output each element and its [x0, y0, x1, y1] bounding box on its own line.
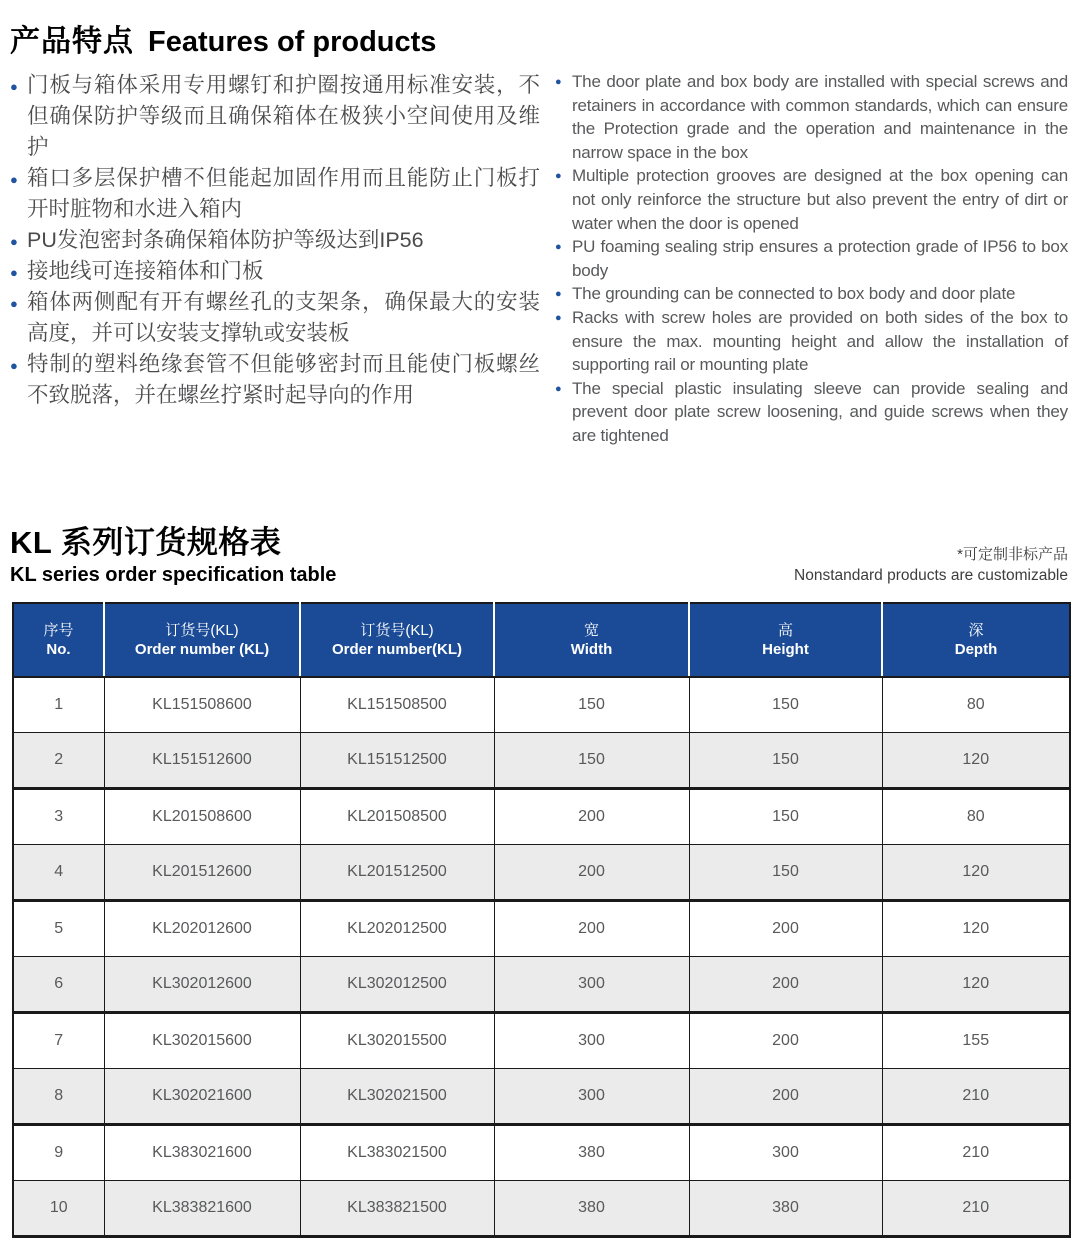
- cell-order2: KL302021500: [300, 1068, 494, 1124]
- table-row: [13, 900, 1070, 956]
- feature-text: Multiple protection grooves are designed at the box opening can not only reinforce the structure but also prevent the entry of dirt or water when the door is opened: [572, 166, 1068, 233]
- feature-text: 门板与箱体采用专用螺钉和护圈按通用标准安装，不但确保防护等级而且确保箱体在极狭小空间使用及维护: [27, 73, 540, 159]
- cell-height: 200: [689, 1012, 882, 1068]
- col-header-en: Order number(KL): [331, 640, 462, 658]
- features-title-en: Features of products: [148, 26, 437, 58]
- spec-note-en: Nonstandard products are customizable: [794, 566, 1068, 584]
- col-header-en: No.: [46, 640, 71, 658]
- col-header-order2: [300, 603, 494, 677]
- table-row: [13, 956, 1070, 1012]
- table-row: [13, 732, 1070, 788]
- feature-text: 特制的塑料绝缘套管不但能够密封而且能使门板螺丝不致脱落，并在螺丝拧紧时起导向的作用: [27, 352, 540, 407]
- cell-width: 300: [494, 1068, 689, 1124]
- cell-order1: KL202012600: [104, 900, 300, 956]
- table-row: [13, 1180, 1070, 1236]
- cell-no: 8: [13, 1068, 104, 1124]
- table-row: [13, 1124, 1070, 1180]
- col-header-width: [494, 603, 689, 677]
- cell-width: 150: [494, 732, 689, 788]
- col-header-zh: 深: [968, 621, 984, 639]
- spec-table: [12, 602, 1071, 1238]
- feature-item-en: [555, 306, 1068, 377]
- cell-order2: KL202012500: [300, 900, 494, 956]
- feature-text: 箱口多层保护槽不但能起加固作用而且能防止门板打开时脏物和水进入箱内: [27, 166, 540, 221]
- cell-height: 200: [689, 900, 882, 956]
- cell-order1: KL151512600: [104, 732, 300, 788]
- feature-item-zh: [10, 256, 540, 287]
- cell-no: 4: [13, 844, 104, 900]
- cell-height: 150: [689, 732, 882, 788]
- cell-order1: KL302015600: [104, 1012, 300, 1068]
- cell-order2: KL151512500: [300, 732, 494, 788]
- bullet-icon: [555, 283, 561, 307]
- feature-text: PU发泡密封条确保箱体防护等级达到IP56: [27, 228, 424, 252]
- col-header-depth: [882, 603, 1070, 677]
- cell-depth: 210: [882, 1068, 1070, 1124]
- feature-item-zh: [10, 225, 540, 256]
- table-row: [13, 677, 1070, 733]
- cell-order1: KL151508600: [104, 677, 300, 733]
- feature-item-en: [555, 70, 1068, 164]
- cell-height: 380: [689, 1180, 882, 1236]
- cell-order1: KL383821600: [104, 1180, 300, 1236]
- cell-no: 9: [13, 1124, 104, 1180]
- cell-order2: KL302015500: [300, 1012, 494, 1068]
- cell-height: 150: [689, 677, 882, 733]
- cell-depth: 120: [882, 900, 1070, 956]
- spec-header: [10, 524, 1068, 588]
- features-list-zh: [10, 70, 540, 448]
- cell-order1: KL302012600: [104, 956, 300, 1012]
- feature-text: 接地线可连接箱体和门板: [27, 259, 264, 283]
- cell-order2: KL201512500: [300, 844, 494, 900]
- col-header-order1: [104, 603, 300, 677]
- cell-depth: 80: [882, 788, 1070, 844]
- feature-item-en: [555, 235, 1068, 282]
- cell-no: 6: [13, 956, 104, 1012]
- cell-order1: KL383021600: [104, 1124, 300, 1180]
- cell-no: 10: [13, 1180, 104, 1236]
- cell-depth: 120: [882, 732, 1070, 788]
- features-title-zh: 产品特点: [10, 25, 134, 58]
- cell-height: 200: [689, 956, 882, 1012]
- cell-width: 380: [494, 1180, 689, 1236]
- cell-height: 200: [689, 1068, 882, 1124]
- cell-order2: KL302012500: [300, 956, 494, 1012]
- cell-height: 150: [689, 788, 882, 844]
- bullet-icon: [555, 236, 561, 260]
- feature-text: The door plate and box body are installed with special screws and retainers in accordance with common standards, which can ensure the Protection grade and the operation and maintenance in the narrow space in the box: [572, 72, 1068, 162]
- feature-item-en: [555, 282, 1068, 306]
- col-header-zh: 订货号(KL): [165, 621, 239, 639]
- feature-item-zh: [10, 349, 540, 411]
- cell-order2: KL383021500: [300, 1124, 494, 1180]
- table-row: [13, 788, 1070, 844]
- spec-title-en: KL series order specification table: [10, 563, 337, 586]
- cell-width: 380: [494, 1124, 689, 1180]
- features-columns: [10, 70, 1068, 448]
- cell-width: 200: [494, 900, 689, 956]
- feature-text: Racks with screw holes are provided on both sides of the box to ensure the max. mounting height and allow the installation of supporting rail or mounting plate: [572, 307, 1068, 375]
- bullet-icon: [10, 71, 18, 102]
- table-row: [13, 1068, 1070, 1124]
- cell-depth: 120: [882, 844, 1070, 900]
- spec-title-zh: KL 系列订货规格表: [10, 524, 282, 560]
- bullet-icon: [10, 288, 18, 319]
- cell-depth: 80: [882, 677, 1070, 733]
- cell-depth: 155: [882, 1012, 1070, 1068]
- col-header-height: [689, 603, 882, 677]
- cell-no: 7: [13, 1012, 104, 1068]
- col-header-zh: 序号: [43, 621, 74, 639]
- feature-text: PU foaming sealing strip ensures a protection grade of IP56 to box body: [572, 237, 1068, 280]
- table-row: [13, 1012, 1070, 1068]
- col-header-en: Depth: [954, 640, 998, 658]
- cell-width: 300: [494, 1012, 689, 1068]
- table-row: [13, 844, 1070, 900]
- cell-no: 2: [13, 732, 104, 788]
- col-header-en: Height: [762, 640, 809, 658]
- cell-width: 200: [494, 788, 689, 844]
- spec-titles: [10, 524, 336, 588]
- cell-depth: 210: [882, 1180, 1070, 1236]
- col-header-en: Width: [570, 640, 613, 658]
- cell-order2: KL383821500: [300, 1180, 494, 1236]
- spec-note-zh: *可定制非标产品: [957, 545, 1068, 563]
- cell-height: 150: [689, 844, 882, 900]
- cell-width: 150: [494, 677, 689, 733]
- feature-text: The grounding can be connected to box body and door plate: [572, 284, 1016, 304]
- cell-order2: KL151508500: [300, 677, 494, 733]
- features-list-en: [555, 70, 1068, 448]
- feature-item-zh: [10, 287, 540, 349]
- cell-width: 200: [494, 844, 689, 900]
- feature-text: 箱体两侧配有开有螺丝孔的支架条，确保最大的安装高度，并可以安装支撑轨或安装板: [27, 290, 540, 345]
- cell-no: 5: [13, 900, 104, 956]
- bullet-icon: [10, 257, 18, 288]
- bullet-icon: [10, 164, 18, 195]
- feature-text: The special plastic insulating sleeve can provide sealing and prevent door plate screw loosening, and guide screws when they are tightened: [572, 378, 1068, 445]
- cell-order1: KL302021600: [104, 1068, 300, 1124]
- feature-item-en: [555, 377, 1068, 448]
- cell-depth: 120: [882, 956, 1070, 1012]
- cell-depth: 210: [882, 1124, 1070, 1180]
- cell-no: 1: [13, 677, 104, 733]
- cell-width: 300: [494, 956, 689, 1012]
- col-header-zh: 高: [777, 621, 793, 639]
- table-header-row: [13, 603, 1070, 677]
- col-header-en: Order number (KL): [134, 640, 270, 658]
- cell-no: 3: [13, 788, 104, 844]
- cell-order1: KL201508600: [104, 788, 300, 844]
- bullet-icon: [555, 71, 561, 95]
- feature-item-zh: [10, 70, 540, 163]
- bullet-icon: [10, 350, 18, 381]
- features-title: [10, 16, 1068, 60]
- bullet-icon: [10, 226, 18, 257]
- spec-note: [794, 544, 1068, 588]
- cell-height: 300: [689, 1124, 882, 1180]
- cell-order2: KL201508500: [300, 788, 494, 844]
- col-header-zh: 宽: [583, 621, 599, 639]
- col-header-no: [13, 603, 104, 677]
- col-header-zh: 订货号(KL): [360, 621, 434, 639]
- feature-item-zh: [10, 163, 540, 225]
- bullet-icon: [555, 165, 561, 189]
- feature-item-en: [555, 164, 1068, 235]
- cell-order1: KL201512600: [104, 844, 300, 900]
- bullet-icon: [555, 378, 561, 402]
- bullet-icon: [555, 307, 561, 331]
